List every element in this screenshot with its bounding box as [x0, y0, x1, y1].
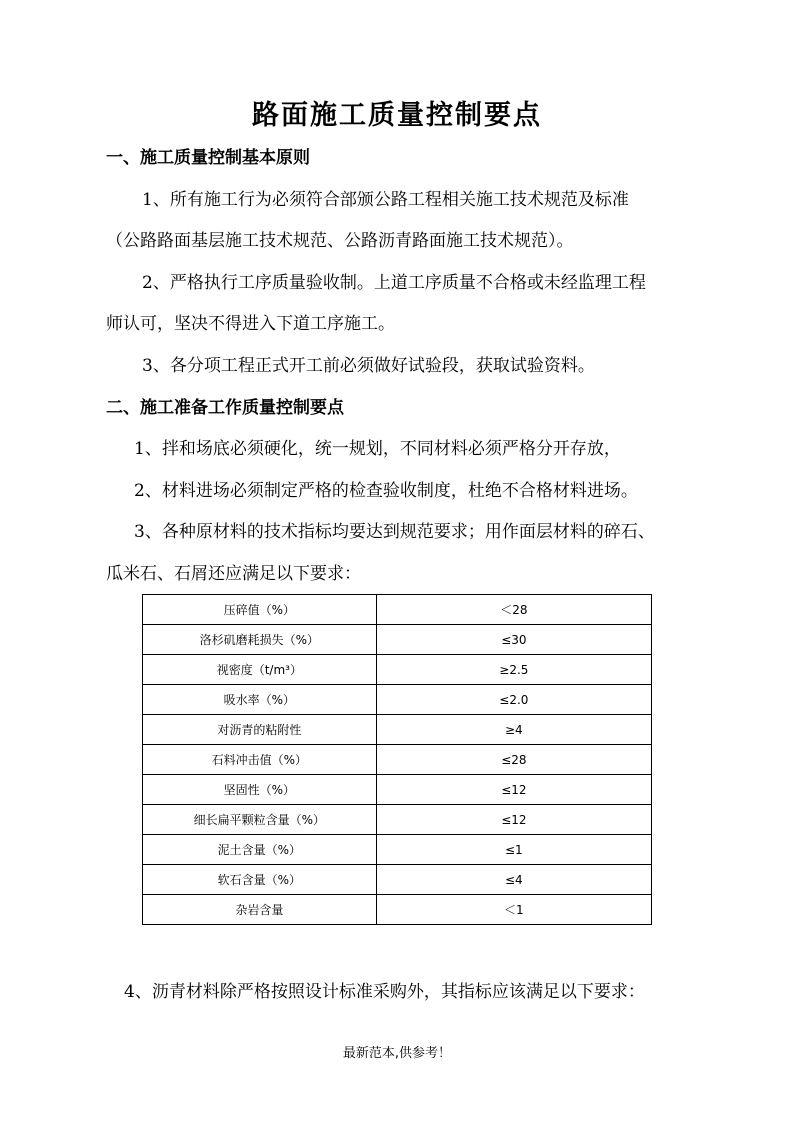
- table-row: [143, 745, 652, 775]
- paragraph-line: 3、各分项工程正式开工前必须做好试验段，获取试验资料。: [142, 356, 595, 376]
- table-row: [143, 595, 652, 625]
- table-cell-value: ≤2.0: [376, 685, 651, 715]
- paragraph-line: 1、所有施工行为必须符合部颁公路工程相关施工技术规范及标准: [142, 190, 629, 210]
- paragraph-line: 2、材料进场必须制定严格的检查验收制度，杜绝不合格材料进场。: [134, 481, 638, 501]
- table-cell-value: ≤30: [376, 625, 651, 655]
- paragraph-line: 3、各种原材料的技术指标均要达到规范要求；用作面层材料的碎石、: [134, 522, 655, 542]
- table-row: [143, 685, 652, 715]
- page-footer: 最新范本,供参考！: [342, 1046, 452, 1061]
- table-cell-value: ≤12: [376, 805, 651, 835]
- table-row: [143, 655, 652, 685]
- table-row: [143, 805, 652, 835]
- table-cell-item: 压碎值（%）: [143, 595, 377, 625]
- table-row: [143, 775, 652, 805]
- paragraph-line: （公路路面基层施工技术规范、公路沥青路面施工技术规范）。: [106, 231, 574, 251]
- table-cell-item: 软石含量（%）: [143, 865, 377, 895]
- table-cell-value: ≤4: [376, 865, 651, 895]
- table-row: [143, 895, 652, 925]
- table-cell-item: 坚固性（%）: [143, 775, 377, 805]
- table-row: [143, 865, 652, 895]
- paragraph-line: 瓜米石、石屑还应满足以下要求：: [106, 564, 361, 584]
- table-cell-value: ≥4: [376, 715, 651, 745]
- table-cell-item: 泥土含量（%）: [143, 835, 377, 865]
- paragraph-line: 师认可，坚决不得进入下道工序施工。: [106, 314, 395, 334]
- table-cell-item: 细长扁平颗粒含量（%）: [143, 805, 377, 835]
- table-cell-item: 对沥青的粘附性: [143, 715, 377, 745]
- table-row: [143, 715, 652, 745]
- table-cell-item: 石料冲击值（%）: [143, 745, 377, 775]
- aggregate-requirements-table: [142, 594, 652, 925]
- table-cell-item: 吸水率（%）: [143, 685, 377, 715]
- table-cell-value: ≤12: [376, 775, 651, 805]
- paragraph-line: 1、拌和场底必须硬化，统一规划，不同材料必须严格分开存放，: [134, 439, 621, 459]
- table-cell-value: ≥2.5: [376, 655, 651, 685]
- table-cell-value: ＜1: [376, 895, 651, 925]
- paragraph-line: 2、严格执行工序质量验收制。上道工序质量不合格或未经监理工程: [142, 273, 646, 293]
- paragraph-line: 4、沥青材料除严格按照设计标准采购外，其指标应该满足以下要求：: [124, 982, 645, 1002]
- table-cell-value: ＜28: [376, 595, 651, 625]
- page-title: 路面施工质量控制要点: [252, 100, 542, 131]
- table-cell-value: ≤1: [376, 835, 651, 865]
- section-heading-principles: 一、施工质量控制基本原则: [106, 148, 310, 168]
- section-heading-preparation: 二、施工准备工作质量控制要点: [106, 398, 344, 418]
- table-cell-item: 视密度（t/m³）: [143, 655, 377, 685]
- table-row: [143, 625, 652, 655]
- table-cell-value: ≤28: [376, 745, 651, 775]
- table-cell-item: 洛杉矶磨耗损失（%）: [143, 625, 377, 655]
- table-cell-item: 杂岩含量: [143, 895, 377, 925]
- table-row: [143, 835, 652, 865]
